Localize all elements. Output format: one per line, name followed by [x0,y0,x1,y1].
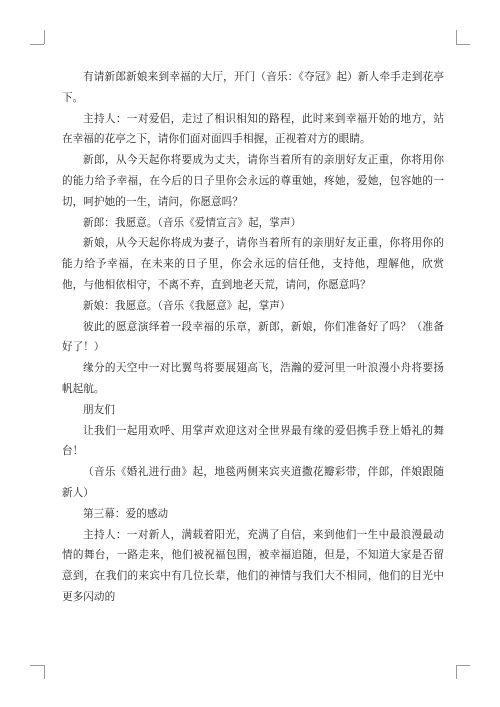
section-heading: 第三幕：爱的感动 [83,507,169,520]
paragraph: 主持人：一对新人，满载着阳光，充满了自信，来到他们一生中最浪漫最动情的舞台，一路走来，他们被祝福包围，被幸福追随，但是，不知道大家是否留意到，在我们的来宾中有几位长辈，他们的神情与我们大不相同，他们的目光中更多闪动的 [62,528,444,603]
paragraph: 彼此的愿意演绎着一段幸福的乐章，新郎，新娘，你们准备好了吗？（准备好了！） [62,320,444,354]
crop-mark-top-left-v [44,30,45,44]
paragraph: 朋友们 [83,403,115,416]
paragraph: （音乐《婚礼进行曲》起，地毯两侧来宾夹道撒花瓣彩带，伴郎，伴娘跟随新人） [62,466,444,499]
document-body [62,67,444,608]
paragraph: 让我们一起用欢呼、用掌声欢迎这对全世界最有缘的爱侣携手登上婚礼的舞台！ [62,424,444,458]
crop-mark-top-left-h [30,44,44,45]
crop-mark-top-right-h [456,44,470,45]
crop-mark-bottom-left-h [30,665,44,666]
paragraph: 新娘：我愿意。（音乐《我愿意》起，掌声） [83,299,291,312]
crop-mark-top-right-v [456,30,457,44]
crop-mark-bottom-right-h [456,665,470,666]
paragraph: 新娘，从今天起你将成为妻子，请你当着所有的亲朋好友正重，你将用你的能力给予幸福，在未来的日子里，你会永远的信任他，支持他，理解他，欣赏他，与他相依相守，不离不弃，直到地老天荒，请问，你愿意吗？ [62,237,444,291]
crop-mark-bottom-left-v [44,665,45,679]
paragraph: 主持人：一对爱侣，走过了相识相知的路程，此时来到幸福开始的地方，站在幸福的花亭之下，请你们面对面四手相握，正视着对方的眼睛。 [62,112,444,146]
paragraph: 有请新郎新娘来到幸福的大厅，开门（音乐：《夺冠》起）新人牵手走到花亭下。 [62,71,444,104]
paragraph: 新郎：我愿意。（音乐《爱情宣言》起，掌声） [83,216,302,229]
crop-mark-bottom-right-v [456,665,457,679]
paragraph: 新郎，从今天起你将要成为丈夫，请你当着所有的亲朋好友正重，你将用你的能力给予幸福，在今后的日子里你会永远的尊重她，疼她，爱她，包容她的一切，呵护她的一生，请问，你愿意吗？ [62,154,444,208]
paragraph: 缘分的天空中一对比翼鸟将要展翅高飞，浩瀚的爱河里一叶浪漫小舟将要扬帆起航。 [62,362,444,395]
